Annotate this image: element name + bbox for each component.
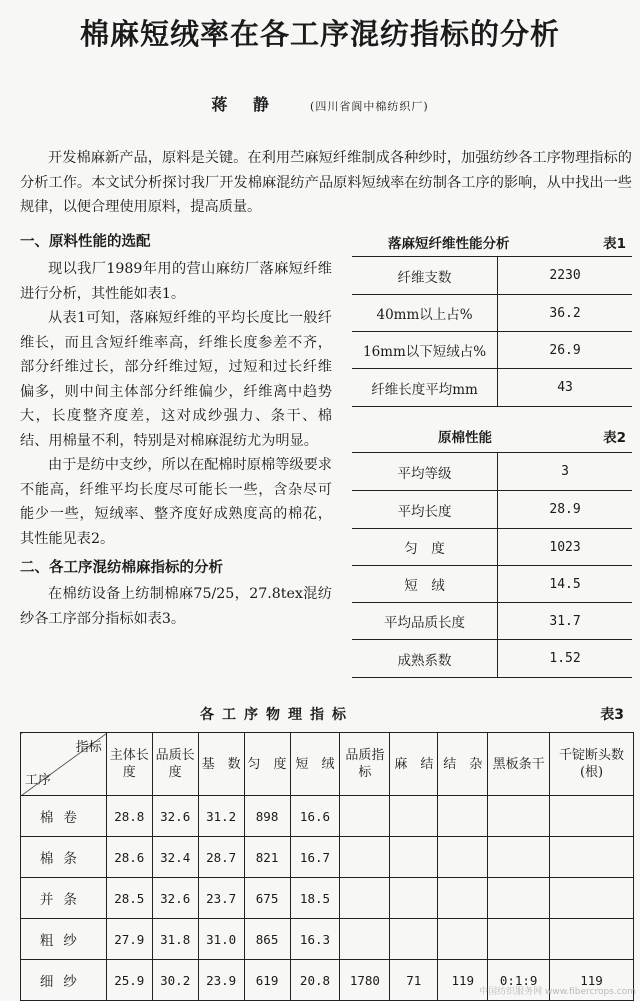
table-3-cell: 0:1:9 <box>488 960 550 1001</box>
table-3-cell: 119 <box>438 960 488 1001</box>
table-3-corner-bottom: 工序 <box>25 773 52 788</box>
table-3-row <box>21 837 634 878</box>
table-2-label: 平均品质长度 <box>352 603 498 640</box>
table-2-number: 表2 <box>603 430 626 446</box>
table-1-label: 16mm以下短绒占% <box>352 332 498 369</box>
table-3-cell <box>390 878 438 919</box>
table-3-cell <box>438 919 488 960</box>
table-3-cell <box>488 796 550 837</box>
table-2-label: 成熟系数 <box>352 640 498 678</box>
table-3-row-label: 棉卷 <box>21 796 107 837</box>
table-1-value: 2230 <box>498 257 632 295</box>
table-1 <box>352 256 632 407</box>
author-affiliation: (四川省阆中棉纺织厂) <box>310 100 429 113</box>
table-3-cell: 71 <box>390 960 438 1001</box>
table-3-cell: 16.6 <box>290 796 340 837</box>
section-1-paragraph-3: 由于是纺中支纱，所以在配棉时原棉等级要求不能高，纤维平均长度尽可能长一些，含杂尽可能少一些，短绒率、整齐度好成熟度高的棉花，其性能见表2。 <box>20 457 332 547</box>
table-2-label: 匀 度 <box>352 529 498 566</box>
section-1-paragraph-2: 从表1可知，落麻短纤维的平均长度比一般纤维长，而且含短纤维率高，纤维长度参差不齐，部分纤维过长，部分纤维过短，过短和过长纤维偏多，则中间主体部分纤维偏少，纤维离中趋势大，长度整齐度差，这对成纱强力、条干、棉结、用棉量不利，特别是对棉麻混纺尤为明显。 <box>20 310 332 449</box>
table-3-cell <box>488 837 550 878</box>
table-3-row-label: 细纱 <box>21 960 107 1001</box>
table-3-header: 品质长度 <box>152 733 198 796</box>
table-2-label: 平均长度 <box>352 491 498 529</box>
table-2-value: 1023 <box>498 529 632 566</box>
table-2-title: 原棉性能 <box>438 430 492 446</box>
table-3-cell: 16.7 <box>290 837 340 878</box>
table-3-cell: 821 <box>244 837 290 878</box>
table-3-row <box>21 878 634 919</box>
table-3-cell: 619 <box>244 960 290 1001</box>
table-2-label: 平均等级 <box>352 453 498 491</box>
table-2-row <box>352 566 632 603</box>
table-1-label: 纤维支数 <box>352 257 498 295</box>
section-2-heading: 二、各工序混纺棉麻指标的分析 <box>20 560 223 576</box>
section-1 <box>20 230 332 631</box>
table-3-cell <box>488 878 550 919</box>
table-3-cell: 28.8 <box>106 796 152 837</box>
table-3-cell: 865 <box>244 919 290 960</box>
table-2-row <box>352 603 632 640</box>
table-3-cell <box>550 878 634 919</box>
table-1-row <box>352 295 632 332</box>
table-3-header: 千锭断头数(根) <box>550 733 634 796</box>
table-2-row <box>352 453 632 491</box>
table-3-row-label: 粗纱 <box>21 919 107 960</box>
table-3-cell: 675 <box>244 878 290 919</box>
section-1-paragraph-1: 现以我厂1989年用的营山麻纺厂落麻短纤维进行分析，其性能如表1。 <box>20 261 332 302</box>
table-3-cell: 32.4 <box>152 837 198 878</box>
table-3-cell: 28.5 <box>106 878 152 919</box>
table-2-value: 3 <box>498 453 632 491</box>
author-line <box>0 92 640 115</box>
table-3 <box>20 732 634 1001</box>
table-1-row <box>352 332 632 369</box>
table-1-number: 表1 <box>603 236 626 252</box>
table-3-corner-top: 指标 <box>75 740 102 755</box>
table-3-cell: 1780 <box>340 960 390 1001</box>
table-3-cell <box>550 919 634 960</box>
table-3-cell: 18.5 <box>290 878 340 919</box>
table-3-cell: 27.9 <box>106 919 152 960</box>
table-3-cell <box>340 796 390 837</box>
table-3-header-row <box>21 733 634 796</box>
table-3-number: 表3 <box>600 707 624 723</box>
table-3-cell <box>390 837 438 878</box>
table-2-value: 14.5 <box>498 566 632 603</box>
table-1-title: 落麻短纤维性能分析 <box>388 236 510 252</box>
author-name: 蒋 静 <box>211 95 279 114</box>
table-3-cell <box>340 919 390 960</box>
table-3-row-label: 并条 <box>21 878 107 919</box>
watermark: 中国纺织服务网 www.fibercrops.com <box>479 987 636 997</box>
table-3-title: 各工序物理指标 <box>200 707 354 723</box>
table-2-value: 31.7 <box>498 603 632 640</box>
table-3-header: 品质指标 <box>340 733 390 796</box>
table-1-row <box>352 369 632 407</box>
table-1-label: 纤维长度平均mm <box>352 369 498 407</box>
table-3-cell: 28.6 <box>106 837 152 878</box>
table-3-cell: 20.8 <box>290 960 340 1001</box>
table-3-header: 黑板条干 <box>488 733 550 796</box>
table-1-value: 36.2 <box>498 295 632 332</box>
table-1-row <box>352 257 632 295</box>
table-3-row <box>21 919 634 960</box>
table-3-cell <box>340 837 390 878</box>
table-3-cell <box>390 919 438 960</box>
table-3-cell <box>438 837 488 878</box>
table-1-value: 26.9 <box>498 332 632 369</box>
table-3-header: 基 数 <box>198 733 244 796</box>
table-3-cell: 31.2 <box>198 796 244 837</box>
table-1-label: 40mm以上占% <box>352 295 498 332</box>
table-2-row <box>352 640 632 678</box>
table-3-cell: 898 <box>244 796 290 837</box>
table-3-cell: 25.9 <box>106 960 152 1001</box>
table-3-cell: 31.0 <box>198 919 244 960</box>
table-2 <box>352 452 632 678</box>
table-3-cell <box>340 878 390 919</box>
table-3-cell <box>438 878 488 919</box>
table-2-label: 短 绒 <box>352 566 498 603</box>
table-1-value: 43 <box>498 369 632 407</box>
table-3-cell: 30.2 <box>152 960 198 1001</box>
table-2-row <box>352 529 632 566</box>
table-3-row-label: 棉条 <box>21 837 107 878</box>
table-3-cell <box>550 796 634 837</box>
table-3-cell <box>550 837 634 878</box>
table-2-value: 1.52 <box>498 640 632 678</box>
table-3-header: 主体长度 <box>106 733 152 796</box>
table-3-header: 短 绒 <box>290 733 340 796</box>
table-3-header: 匀 度 <box>244 733 290 796</box>
table-3-cell: 32.6 <box>152 878 198 919</box>
table-3-cell: 31.8 <box>152 919 198 960</box>
table-3-cell <box>438 796 488 837</box>
intro-paragraph: 开发棉麻新产品，原料是关键。在利用苎麻短纤维制成各种纱时，加强纺纱各工序物理指标的分析工作。本文试分析探讨我厂开发棉麻混纺产品原料短绒率在纺制各工序的影响，从中找出一些规律，以便合理使用原料，提高质量。 <box>20 150 632 215</box>
table-2-row <box>352 491 632 529</box>
table-3-row <box>21 796 634 837</box>
table-3-cell: 119 <box>550 960 634 1001</box>
section-1-heading: 一、原料性能的选配 <box>20 234 151 250</box>
table-2-value: 28.9 <box>498 491 632 529</box>
table-3-corner-cell <box>21 733 107 796</box>
table-3-cell: 32.6 <box>152 796 198 837</box>
table-3-cell: 23.9 <box>198 960 244 1001</box>
table-3-cell <box>488 919 550 960</box>
section-2-paragraph-1: 在棉纺设备上纺制棉麻75/25，27.8tex混纺纱各工序部分指标如表3。 <box>20 586 332 627</box>
table-3-cell: 23.7 <box>198 878 244 919</box>
table-3-header: 麻 结 <box>390 733 438 796</box>
table-3-cell: 16.3 <box>290 919 340 960</box>
table-3-header: 结 杂 <box>438 733 488 796</box>
table-3-cell: 28.7 <box>198 837 244 878</box>
article-title: 棉麻短绒率在各工序混纺指标的分析 <box>79 17 560 51</box>
table-3-cell <box>390 796 438 837</box>
